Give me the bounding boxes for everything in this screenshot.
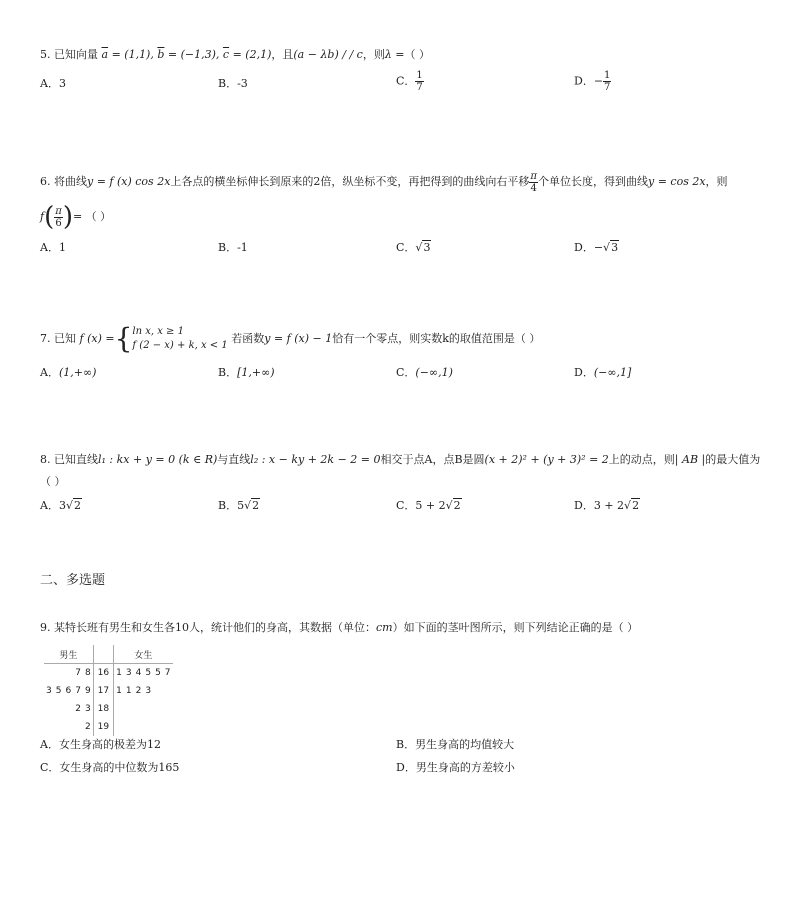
- q9-option-a-text: A．女生身高的极差为12: [40, 738, 161, 751]
- male-leaf: 2: [84, 722, 91, 732]
- q5-vec-c-val: = (2,1): [232, 48, 272, 61]
- female-leaf: 5: [145, 668, 152, 678]
- male-leaf: [44, 700, 54, 718]
- q5-option-d-num: 1: [604, 70, 611, 81]
- stem-value: 19: [93, 718, 113, 736]
- q6-arg-fraction: [54, 206, 63, 229]
- male-leaf: [44, 664, 54, 683]
- q6-option-b[interactable]: [218, 241, 248, 255]
- q6-option-d[interactable]: [574, 241, 619, 255]
- q9-option-d-text: D．男生身高的方差较小: [396, 761, 515, 774]
- q6-f: f: [40, 210, 45, 223]
- q8-option-c-radicand: 2: [453, 499, 461, 512]
- male-leaf: 7: [75, 668, 81, 678]
- q8-option-a-radicand: 2: [73, 499, 81, 512]
- q5-pre: 已知向量: [54, 48, 98, 61]
- female-leaf: 2: [135, 686, 142, 696]
- female-leaf: 3: [125, 668, 132, 678]
- male-leaf: 8: [84, 668, 91, 678]
- male-leaf: [54, 664, 64, 683]
- q5-paren: （ ）: [404, 48, 431, 61]
- q6-shift-fraction: [529, 171, 538, 194]
- q8-l1: l₁ : kx + y = 0 (k ∈ R): [98, 453, 218, 466]
- q5-option-d[interactable]: [574, 70, 611, 93]
- male-leaf: [63, 718, 73, 736]
- female-leaf: [163, 700, 173, 718]
- q7-option-d-value: (−∞,1]: [593, 366, 632, 379]
- stem-leaf-row: [44, 718, 173, 736]
- q6-arg-den: 6: [55, 217, 62, 229]
- q5-option-b[interactable]: [218, 77, 248, 91]
- q8-pre: 已知直线: [54, 453, 98, 466]
- q5-condition: (a − λb) / / c: [293, 48, 363, 61]
- q6-text1: 上各点的横坐标伸长到原来的2倍，纵坐标不变，再把得到的曲线向右平移: [170, 175, 530, 188]
- stem-value: 16: [93, 664, 113, 683]
- q9-option-c[interactable]: [40, 761, 179, 775]
- q5-vec-c: $\overline{c}$: [222, 48, 230, 61]
- stem-leaf-row: [44, 664, 173, 683]
- q6-arg-num: π: [55, 205, 62, 217]
- q8-option-d-label: D．: [574, 499, 594, 512]
- q9-option-a[interactable]: [40, 738, 161, 752]
- q7-pre: 已知: [54, 332, 76, 345]
- q8-option-d-radicand: 2: [632, 499, 640, 512]
- q9-unit: cm: [376, 621, 393, 634]
- q5-option-d-label: D．: [574, 74, 594, 88]
- female-leaf: 4: [135, 668, 142, 678]
- q5-option-a-label: A．: [40, 77, 59, 90]
- q8-option-b-label: B．: [218, 499, 238, 512]
- male-leaf: 5: [55, 686, 62, 696]
- question-8-line2: [40, 475, 66, 489]
- q8-option-c[interactable]: [396, 499, 462, 513]
- q8-text2: 相交于点A，点B是圆: [380, 453, 485, 466]
- female-leaf: [114, 718, 124, 736]
- q5-option-b-value: -3: [237, 77, 248, 90]
- male-leaf: [54, 700, 64, 718]
- male-leaf: 3: [46, 686, 52, 696]
- q7-option-c[interactable]: [396, 366, 453, 380]
- q8-option-b-sqrt: √2: [244, 499, 260, 512]
- female-leaf: 5: [155, 668, 161, 678]
- q7-text2: 恰有一个零点，则实数k的取值范围是（ ）: [332, 332, 541, 345]
- q5-vec-b: $\overline{b}$: [157, 48, 165, 61]
- female-leaf: [143, 718, 153, 736]
- female-leaf: [114, 700, 124, 718]
- female-leaf: 1: [125, 686, 132, 696]
- q7-case2: f (2 − x) + k, x < 1: [132, 340, 228, 351]
- q9-option-c-text: C．女生身高的中位数为165: [40, 761, 180, 774]
- q5-vec-a-val: = (1,1),: [111, 48, 154, 61]
- male-leaf: [44, 718, 54, 736]
- female-leaf: 7: [164, 668, 171, 678]
- q6-option-d-label: D．: [574, 241, 594, 254]
- q5-option-a-value: 3: [58, 77, 66, 90]
- q5-vec-b-val: = (−1,3),: [167, 48, 220, 61]
- q8-option-d-sqrt: √2: [624, 499, 640, 512]
- q7-option-d-label: D．: [574, 366, 594, 379]
- female-leaf: [143, 700, 153, 718]
- q5-post: ，则: [362, 48, 385, 61]
- question-9: [40, 621, 638, 635]
- q8-option-c-label: C．: [396, 499, 416, 512]
- male-leaf: 3: [84, 704, 91, 714]
- q9-number: 9.: [40, 621, 51, 634]
- q8-circle: (x + 2)² + (y + 3)² = 2: [484, 453, 609, 466]
- q6-shift-num: π: [530, 170, 537, 182]
- q7-option-b-value: [1,+∞): [237, 366, 275, 379]
- question-8: [40, 453, 760, 467]
- q6-right-paren: ): [62, 202, 73, 232]
- q6-number: 6.: [40, 175, 51, 188]
- q6-option-b-label: B．: [218, 241, 238, 254]
- q5-option-d-fraction: [603, 70, 611, 93]
- female-leaf: [163, 682, 173, 700]
- q8-text4: 的最大值为: [705, 453, 761, 466]
- q5-option-d-sign: −: [593, 74, 604, 88]
- q5-lambda: λ =: [384, 48, 405, 61]
- female-leaf: [124, 718, 134, 736]
- q8-option-c-prefix: 5 + 2: [415, 499, 446, 512]
- female-leaf: [163, 718, 173, 736]
- q7-cases: [132, 325, 227, 353]
- q6-text2: 个单位长度，得到曲线: [537, 175, 648, 188]
- q6-option-c[interactable]: [396, 241, 431, 255]
- q6-option-a-value: 1: [58, 241, 66, 254]
- q7-option-a-value: (1,+∞): [58, 366, 97, 379]
- stem-leaf-plot: [44, 645, 173, 736]
- q9-option-b-text: B．男生身高的均值较大: [396, 738, 515, 751]
- q8-option-a-coef: 3: [58, 499, 66, 512]
- q9-text: 某特长班有男生和女生各10人，统计他们的身高，其数据（单位：: [54, 621, 376, 634]
- male-leaf: 2: [75, 704, 81, 714]
- q8-text1: 与直线: [217, 453, 251, 466]
- female-leaf: [124, 700, 134, 718]
- q6-option-a-label: A．: [40, 241, 59, 254]
- q8-paren: （ ）: [40, 475, 66, 488]
- q6-pre: 将曲线: [54, 175, 87, 188]
- stem-header-stem: [93, 645, 113, 664]
- male-leaf: 7: [75, 686, 81, 696]
- q8-option-c-sqrt: √2: [445, 499, 461, 512]
- q5-option-b-label: B．: [218, 77, 238, 90]
- q6-option-d-sqrt: √3: [603, 241, 619, 254]
- q8-number: 8.: [40, 453, 51, 466]
- q5-option-c-den: 7: [416, 82, 423, 93]
- q7-option-b-label: B．: [218, 366, 238, 379]
- female-leaf: 1: [116, 686, 122, 696]
- q8-option-a-sqrt: √2: [65, 499, 81, 512]
- q5-option-d-den: 7: [604, 82, 611, 93]
- q8-option-b[interactable]: [218, 499, 260, 513]
- q5-number: 5.: [40, 48, 51, 61]
- q7-option-a[interactable]: [40, 366, 96, 380]
- female-leaf: 1: [116, 668, 122, 678]
- q8-option-d-prefix: 3 + 2: [593, 499, 625, 512]
- q7-case1: ln x, x ≥ 1: [132, 326, 184, 337]
- q8-l2: l₂ : x − ky + 2k − 2 = 0: [250, 453, 381, 466]
- q6-curve2: y = cos 2x: [647, 175, 706, 188]
- q7-option-b[interactable]: [218, 366, 275, 380]
- q6-curve: y = f (x) cos 2x: [87, 175, 171, 188]
- q7-brace: {: [114, 322, 133, 355]
- stem-header-left: 男生: [59, 650, 78, 661]
- q8-option-d[interactable]: [574, 499, 640, 513]
- q7-option-a-label: A．: [40, 366, 59, 379]
- female-leaf: [134, 718, 144, 736]
- q8-option-b-coef: 5: [237, 499, 245, 512]
- stem-value: 18: [93, 700, 113, 718]
- q6-eq: = （ ）: [72, 210, 112, 223]
- q5-option-c[interactable]: [396, 70, 424, 93]
- q7-option-c-label: C．: [396, 366, 416, 379]
- q6-option-d-sign: −: [593, 241, 604, 254]
- q6-option-a[interactable]: [40, 241, 66, 255]
- male-leaf: [63, 664, 73, 683]
- q6-option-b-value: -1: [237, 241, 248, 254]
- section-title-multiple-choice: 二、多选题: [40, 573, 106, 588]
- q6-text3: ，则: [705, 175, 728, 188]
- q5-option-c-num: 1: [416, 70, 423, 81]
- female-leaf: [153, 682, 163, 700]
- q9-option-b[interactable]: [396, 738, 514, 752]
- question-7: [40, 322, 540, 356]
- question-5: [40, 48, 430, 62]
- q9-option-d[interactable]: [396, 761, 515, 775]
- male-leaf: 6: [65, 686, 72, 696]
- q8-ab: | AB |: [674, 453, 706, 466]
- q7-fx: f (x) =: [79, 332, 115, 345]
- female-leaf: 3: [145, 686, 152, 696]
- q6-option-d-radicand: 3: [611, 241, 619, 254]
- question-6-line2: [40, 202, 111, 232]
- male-leaf: [73, 718, 83, 736]
- q8-option-a[interactable]: [40, 499, 82, 513]
- male-leaf: [54, 718, 64, 736]
- stem-leaf-row: [44, 682, 173, 700]
- q8-text3: 上的动点，则: [608, 453, 675, 466]
- q7-option-d[interactable]: [574, 366, 631, 380]
- q5-option-a[interactable]: [40, 77, 66, 91]
- q6-option-c-sqrt: √3: [415, 241, 431, 254]
- stem-leaf-header: [44, 645, 173, 664]
- q8-option-a-label: A．: [40, 499, 59, 512]
- q9-text2: ）如下面的茎叶图所示，则下列结论正确的是（ ）: [392, 621, 639, 634]
- q7-text1: 若函数: [231, 332, 265, 345]
- q7-option-c-value: (−∞,1): [415, 366, 453, 379]
- q8-option-b-radicand: 2: [252, 499, 260, 512]
- q5-option-c-fraction: [415, 70, 423, 93]
- male-leaf: [63, 700, 73, 718]
- q6-option-c-radicand: 3: [423, 241, 431, 254]
- female-leaf: [134, 700, 144, 718]
- male-leaf: 9: [84, 686, 91, 696]
- question-6: [40, 170, 728, 194]
- female-leaf: [153, 718, 163, 736]
- q5-vec-a: $\overline{a}$: [101, 48, 109, 61]
- q7-number: 7.: [40, 332, 51, 345]
- stem-header-right: 女生: [134, 650, 153, 661]
- q7-g: y = f (x) − 1: [264, 332, 333, 345]
- q5-option-c-label: C．: [396, 74, 416, 88]
- stem-leaf-row: [44, 700, 173, 718]
- stem-value: 17: [93, 682, 113, 700]
- female-leaf: [153, 700, 163, 718]
- stem-leaf-table: [44, 645, 173, 736]
- q6-shift-den: 4: [530, 182, 537, 194]
- q6-left-paren: (: [44, 202, 55, 232]
- q5-mid: ，且: [271, 48, 294, 61]
- q6-option-c-label: C．: [396, 241, 416, 254]
